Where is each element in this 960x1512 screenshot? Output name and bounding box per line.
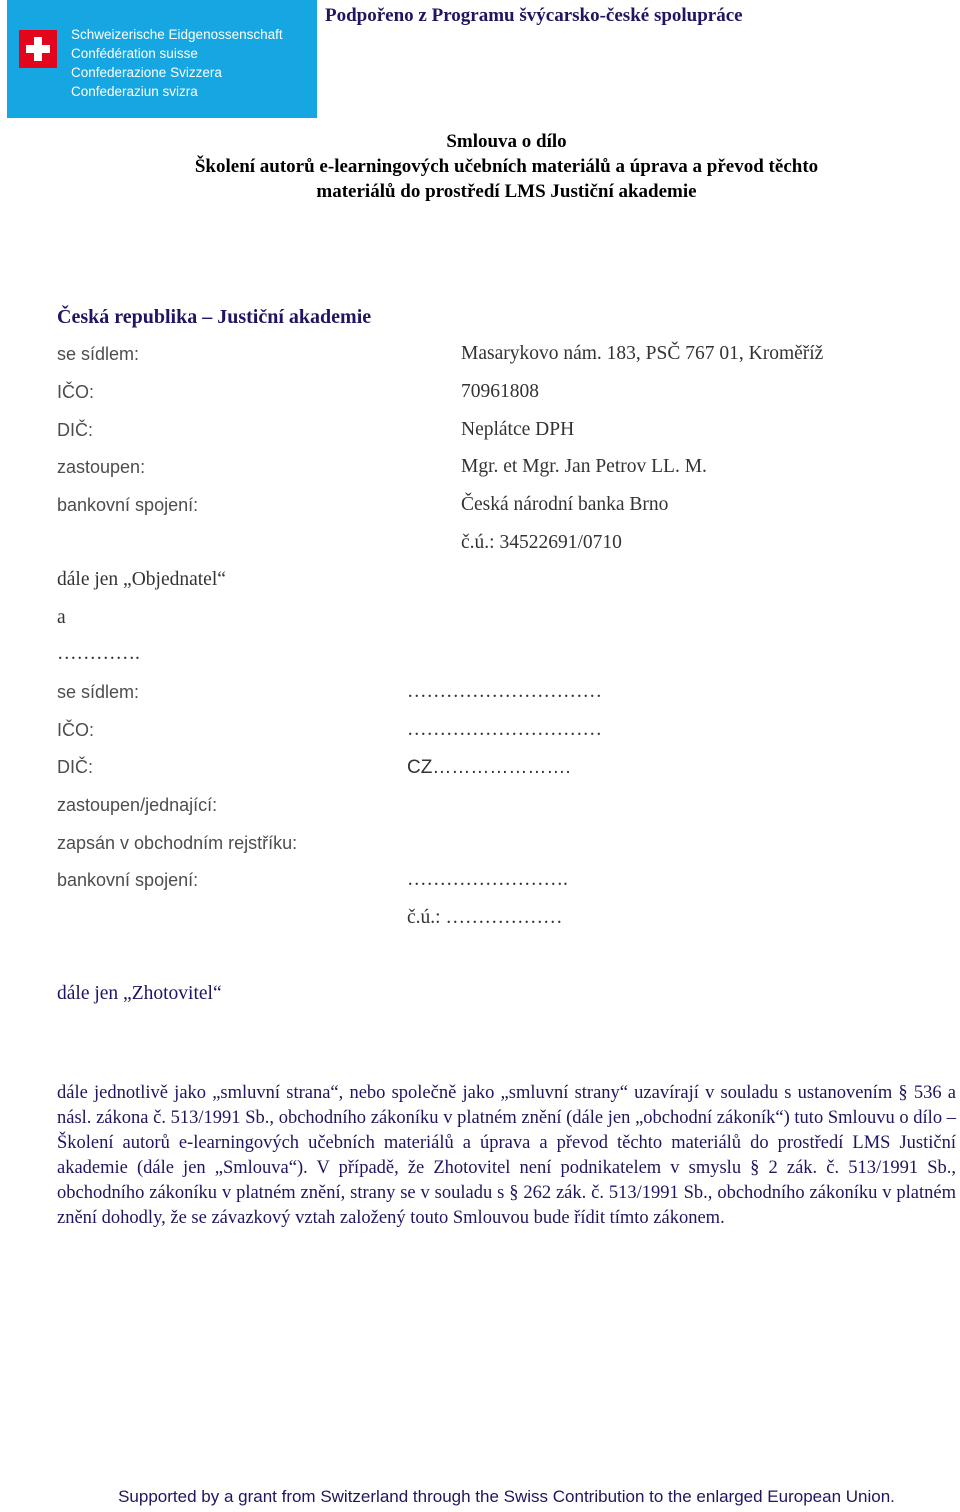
contractor-rep-label: zastoupen/jednající: [57, 795, 218, 815]
logo-line: Schweizerische Eidgenossenschaft [71, 27, 283, 42]
contractor-register-label: zapsán v obchodním rejstříku: [57, 833, 298, 853]
client-seat-value: Masarykovo nám. 183, PSČ 767 01, Kroměříž [461, 343, 824, 364]
client-ico-label: IČO: [57, 382, 95, 402]
client-seat-label: se sídlem: [57, 344, 140, 364]
contractor-seat-value: ………………………… [407, 681, 602, 702]
swiss-flag-icon [19, 30, 57, 68]
contractor-bank-value: ……………………. [407, 869, 568, 890]
logo-line: Confédération suisse [71, 46, 198, 61]
intro-paragraph: dále jednotlivě jako „smluvní strana“, nebo společně jako „smluvní strany“ uzavírají v souladu s ustanovením § 536 a násl. zákona č. 513/1991 Sb., obchodního zákoníku v platném znění (dále jen „obchodní zákoník“) tuto Smlouvu o dílo – Školení autorů e-learningových učebních materiálů a úprava a převod těchto materiálů do prostředí LMS Justiční akademie (dále jen „Smlouva“). V případě, že Zhotovitel není podnikatelem v smyslu § 2 zák. č. 513/1991 Sb., obchodního zákoníku v platném znění, strany se v souladu s § 262 zák. č. 513/1991 Sb., obchodního zákoníku v platném znění dohodly, že se závazkový vztah založený touto Smlouvou bude řídit tímto zákonem. [57, 1083, 956, 1228]
and-word: a [57, 607, 66, 628]
footer-note: Supported by a grant from Switzerland through the Swiss Contribution to the enlarged European Union. [118, 1487, 895, 1506]
contractor-alias: dále jen „Zhotovitel“ [57, 983, 222, 1004]
contractor-ico-value: ………………………… [407, 719, 602, 740]
client-bank-value: Česká národní banka Brno [461, 494, 669, 515]
funding-note: Podpořeno z Programu švýcarsko-české spolupráce [325, 5, 743, 26]
contractor-seat-label: se sídlem: [57, 682, 140, 702]
client-rep-label: zastoupen: [57, 457, 146, 477]
client-alias: dále jen „Objednatel“ [57, 569, 226, 590]
contractor-account-value: č.ú.: ……………… [407, 907, 563, 928]
contractor-name-placeholder: …………. [57, 643, 140, 664]
client-bank-label: bankovní spojení: [57, 495, 199, 515]
document-subtitle-line-1: Školení autorů e-learningových učebních materiálů a úprava a převod těchto [194, 156, 819, 177]
client-name: Česká republika – Justiční akademie [57, 306, 372, 328]
client-dic-value: Neplátce DPH [461, 419, 575, 440]
document-subtitle-line-2: materiálů do prostředí LMS Justiční akademie [316, 181, 697, 202]
contractor-dic-value: CZ…………………. [407, 757, 571, 778]
client-account-value: č.ú.: 34522691/0710 [461, 532, 622, 553]
document-title: Smlouva o dílo [446, 131, 567, 152]
client-ico-value: 70961808 [461, 381, 539, 402]
logo-line: Confederazione Svizzera [71, 65, 222, 80]
contractor-ico-label: IČO: [57, 720, 95, 740]
client-dic-label: DIČ: [57, 420, 93, 440]
client-rep-value: Mgr. et Mgr. Jan Petrov LL. M. [461, 456, 707, 477]
contractor-dic-label: DIČ: [57, 757, 93, 777]
swiss-confederation-logo [7, 0, 317, 118]
logo-line: Confederaziun svizra [71, 84, 198, 99]
contractor-bank-label: bankovní spojení: [57, 870, 199, 890]
logo-names [71, 25, 283, 101]
